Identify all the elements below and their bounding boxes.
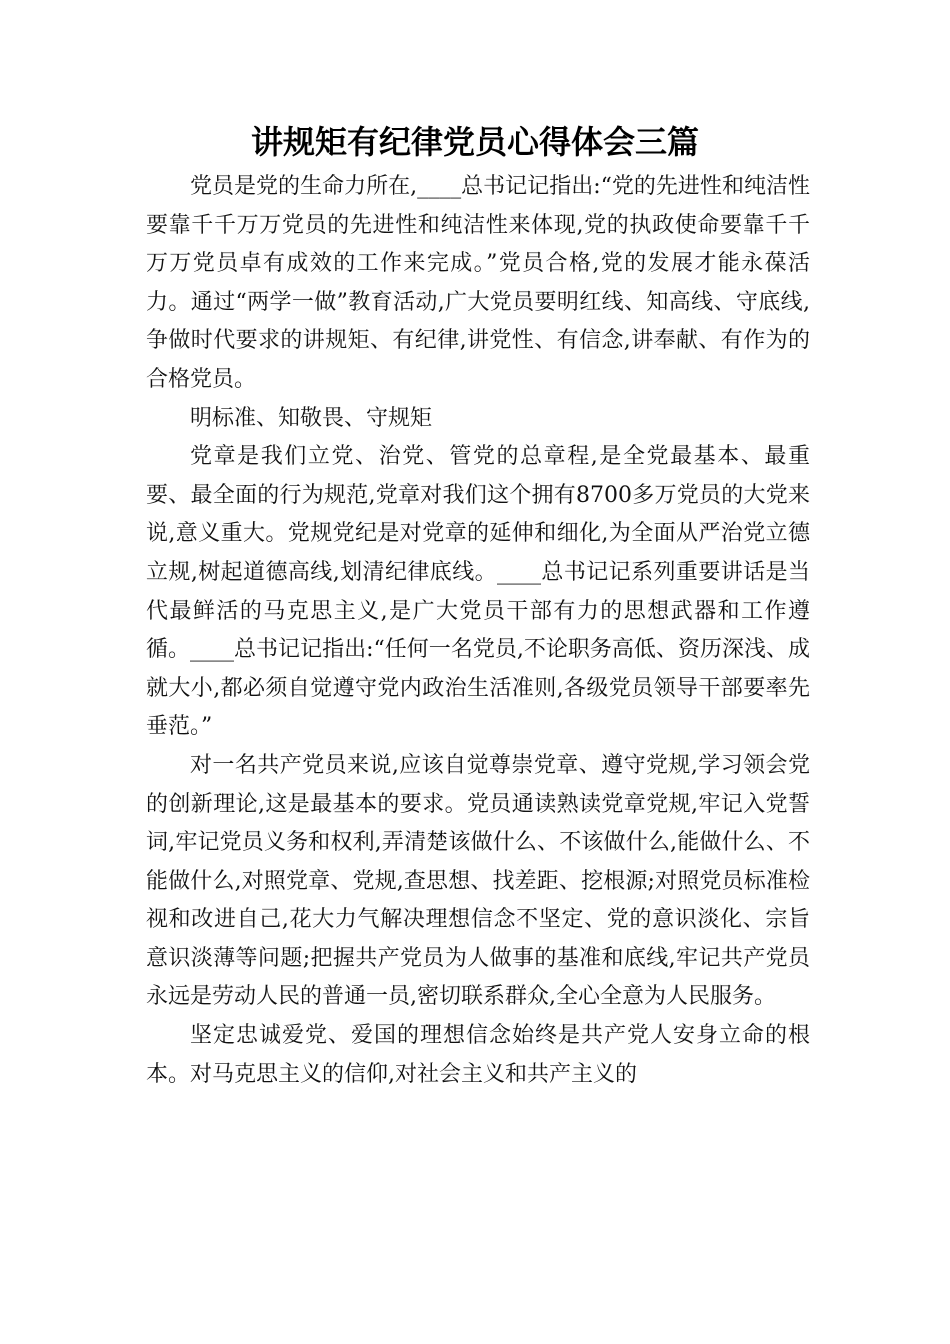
paragraph-member-duty: 对一名共产党员来说,应该自觉尊崇党章、遵守党规,学习领会党的创新理论,这是最基本的要求。党员通读熟读党章党规,牢记入党誓词,牢记党员义务和权利,弄清楚该做什么、不该做什么,能做什么、不能做什么,对照党章、党规,查思想、找差距、挖根源;对照党员标准检视和改进自己,花大力气解决理想信念不坚定、党的意识淡化、宗旨意识淡薄等问题;把握共产党员为人做事的基准和底线,牢记共产党员永远是劳动人民的普通一员,密切联系群众,全心全意为人民服务。 [146,752,810,1010]
paragraph-party-constitution: 党章是我们立党、治党、管党的总章程,是全党最基本、最重要、最全面的行为规范,党章对我们这个拥有8700多万党员的大党来说,意义重大。党规党纪是对党章的延伸和细化,为全面从严治党立德立规,树起道德高线,划清纪律底线。____总书记记系列重要讲话是当代最鲜活的马克思主义,是广大党员干部有力的思想武器和工作遵循。____总书记记指出:“任何一名党员,不论职务高低、资历深浅、成就大小,都必须自觉遵守党内政治生活准则,各级党员领导干部要率先垂范。” [146,444,810,740]
document-title: 讲规矩有纪律党员心得体会三篇 [250,123,699,161]
section-subheading: 明标准、知敬畏、守规矩 [190,405,433,431]
paragraph-intro: 党员是党的生命力所在,____总书记记指出:“党的先进性和纯洁性要靠千千万万党员的先进性和纯洁性来体现,党的执政使命要靠千千万万党员卓有成效的工作来完成。”党员合格,党的发展才能永葆活力。通过“两学一做”教育活动,广大党员要明红线、知高线、守底线,争做时代要求的讲规矩、有纪律,讲党性、有信念,讲奉献、有作为的合格党员。 [146,174,810,392]
document-body [146,168,810,1094]
paragraph-ideals: 坚定忠诚爱党、爱国的理想信念始终是共产党人安身立命的根本。对马克思主义的信仰,对社会主义和共产主义的 [146,1023,810,1087]
